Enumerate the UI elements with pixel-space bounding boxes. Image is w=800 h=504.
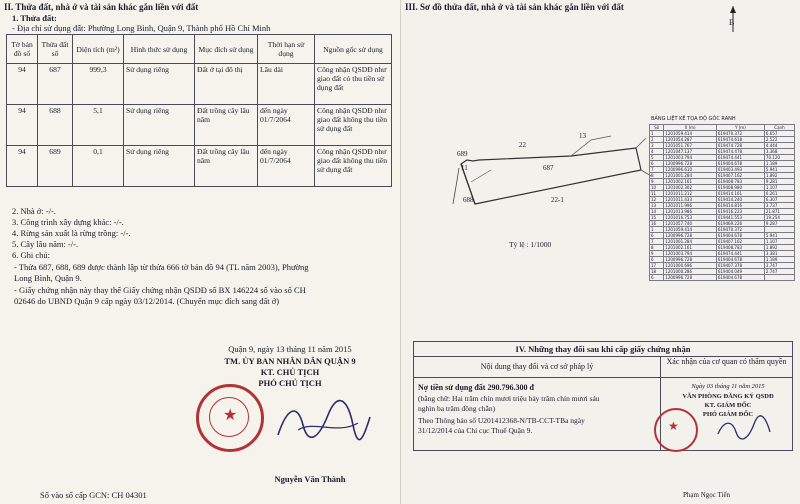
- coord-cell: 3.381: [764, 251, 794, 257]
- note-line: - Thửa 687, 688, 689 được thành lập từ thửa 666 tờ bản đồ 94 (TL năm 2003), Phường: [14, 262, 309, 272]
- parcel-label: 22-1: [551, 196, 564, 204]
- coord-cell: 1201011.433: [664, 197, 717, 203]
- coord-cell: 9: [650, 251, 664, 257]
- coord-cell: 12: [650, 197, 664, 203]
- coord-cell: 15: [650, 215, 664, 221]
- coord-cell: 1.892: [764, 173, 794, 179]
- coord-cell: 1.189: [764, 161, 794, 167]
- coord-cell: 3: [650, 143, 664, 149]
- section-title-iii: III. Sơ đồ thửa đất, nhà ở và tài sản khác gắn liền với đất: [405, 2, 624, 12]
- cell: 94: [7, 105, 38, 146]
- cell: 0,1: [73, 146, 124, 187]
- coord-cell: 1201051.767: [664, 143, 717, 149]
- coord-cell: 1201016.753: [664, 215, 717, 221]
- coord-cell: 1.107: [764, 185, 794, 191]
- cell: Công nhận QSDĐ như giao đất có thu tiền sử dụng đất: [315, 64, 392, 105]
- cell: Sử dụng riêng: [124, 146, 195, 187]
- coord-cell: 6: [650, 257, 664, 263]
- coord-row: [650, 245, 795, 251]
- cell: Công nhận QSDĐ như giao đất không thu tiền sử dụng đất: [315, 146, 392, 187]
- coord-row: [650, 167, 795, 173]
- north-label: B: [729, 18, 735, 27]
- changes-title: IV. Những thay đổi sau khi cấp giấy chứng nhận: [414, 342, 792, 357]
- coord-cell: 1201002.161: [664, 245, 717, 251]
- land-parcel-table: [6, 34, 392, 187]
- cell: Lâu dài: [258, 64, 315, 105]
- coord-table-title: BẢNG LIỆT KÊ TỌA ĐỘ GÓC RANH: [651, 116, 736, 122]
- th-map-sheet: Tờ bản đồ số: [7, 35, 38, 64]
- coord-cell: 2.747: [764, 269, 794, 275]
- coord-cell: 1201001.284: [664, 173, 717, 179]
- debt-line: Nợ tiền sử dụng đất 290.796.300 đ: [418, 383, 534, 392]
- coord-row: [650, 221, 795, 227]
- coord-cell: 1200996.610: [664, 167, 717, 173]
- coord-cell: 8: [650, 245, 664, 251]
- right-page: [400, 0, 800, 504]
- cell: Đất trồng cây lâu năm: [195, 105, 258, 146]
- coord-cell: 5.941: [764, 167, 794, 173]
- coord-cell: 619474.478: [716, 149, 764, 155]
- coord-cell: 619404.678: [716, 257, 764, 263]
- coord-cell: 18: [650, 269, 664, 275]
- coord-row: [650, 263, 795, 269]
- coord-row: [650, 131, 795, 137]
- office-signer-name: Phạm Ngọc Tiến: [683, 491, 731, 499]
- coord-cell: 1201047.137: [664, 149, 717, 155]
- change-line: 31/12/2014 của Chi cục Thuế Quận 9.: [418, 426, 533, 435]
- signer-name: Nguyễn Văn Thành: [274, 474, 346, 484]
- changes-box: [413, 341, 793, 451]
- coord-cell: 1: [650, 131, 664, 137]
- coord-cell: 619404.049: [716, 269, 764, 275]
- coord-cell: 1200996.728: [664, 233, 717, 239]
- table-row: [7, 64, 392, 105]
- coord-cell: 619474.441: [716, 251, 764, 257]
- coord-cell: 1201059.414: [664, 227, 717, 233]
- coord-cell: 619469.226: [716, 221, 764, 227]
- coord-cell: 1201059.414: [664, 131, 717, 137]
- coord-row: [650, 185, 795, 191]
- coord-cell: 8: [650, 173, 664, 179]
- coord-cell: 619407.162: [716, 173, 764, 179]
- coord-cell: 6: [650, 161, 664, 167]
- coord-cell: 1201003.794: [664, 155, 717, 161]
- item-house: 2. Nhà ở: -/-.: [12, 206, 56, 216]
- role-kt-chu-tich: KT. CHỦ TỊCH: [260, 367, 320, 377]
- coord-cell: 6: [650, 233, 664, 239]
- coord-cell: 1201000.696: [664, 263, 717, 269]
- th-area: Diện tích (m²): [73, 35, 124, 64]
- coord-cell: 619414.240: [716, 197, 764, 203]
- role-pho-chu-tich: PHÓ CHỦ TỊCH: [258, 378, 322, 388]
- coord-row: [650, 215, 795, 221]
- cell: đến ngày 01/7/2064: [258, 146, 315, 187]
- coord-cell: 1200996.728: [664, 161, 717, 167]
- office-seal: ★: [654, 408, 698, 452]
- coord-row: [650, 149, 795, 155]
- coord-cell: [764, 275, 794, 281]
- coord-row: [650, 173, 795, 179]
- coord-cell: 1200996.728: [664, 275, 717, 281]
- coord-cell: 619404.678: [716, 275, 764, 281]
- parcel-sketch: [431, 126, 661, 226]
- issuing-org: TM. ỦY BAN NHÂN DÂN QUẬN 9: [224, 356, 356, 366]
- coord-cell: 19.254: [764, 215, 794, 221]
- item-notes-label: 6. Ghi chú:: [12, 250, 51, 260]
- register-number: Số vào sổ cấp GCN: CH 04301: [40, 490, 147, 500]
- coord-cell: 9.287: [764, 221, 794, 227]
- confirm-role2: PHÓ GIÁM ĐỐC: [702, 411, 754, 418]
- cell: đến ngày 01/7/2064: [258, 105, 315, 146]
- coord-cell: 4.444: [764, 143, 794, 149]
- confirm-role1: KT. GIÁM ĐỐC: [704, 402, 752, 409]
- date-line: Quận 9, ngày 13 tháng 11 năm 2015: [228, 344, 352, 354]
- coord-cell: 3.737: [764, 203, 794, 209]
- coord-cell: 1201002.302: [664, 185, 717, 191]
- coord-row: [650, 233, 795, 239]
- coord-th: Số: [650, 125, 664, 131]
- coord-row: [650, 197, 795, 203]
- coord-cell: 619408.980: [716, 185, 764, 191]
- coord-cell: 3.368: [764, 149, 794, 155]
- note-line: 02646 do UBND Quận 9 cấp ngày 03/12/2014. (Chuyển mục đích sang đất ở): [14, 296, 280, 306]
- coord-cell: 1: [650, 227, 664, 233]
- coord-row: [650, 143, 795, 149]
- coord-cell: 619407.162: [716, 239, 764, 245]
- coord-row: [650, 257, 795, 263]
- coord-row: [650, 275, 795, 281]
- coord-cell: 6.261: [764, 191, 794, 197]
- red-seal: ★: [196, 384, 264, 452]
- cell: Sử dụng riêng: [124, 105, 195, 146]
- coord-cell: 1.107: [764, 239, 794, 245]
- cell: Công nhận QSDĐ như giao đất không thu tiền sử dụng đất: [315, 105, 392, 146]
- cell: Đất trồng cây lâu năm: [195, 146, 258, 187]
- change-line: (bằng chữ: Hai trăm chín mươi triệu bảy trăm chín mươi sáu: [418, 394, 600, 403]
- cell: Đất ở tại đô thị: [195, 64, 258, 105]
- changes-col-confirm: Xác nhận của cơ quan có thẩm quyền: [661, 356, 792, 378]
- coord-row: [650, 191, 795, 197]
- item-forest: 4. Rừng sản xuất là rừng trồng: -/-.: [12, 228, 131, 238]
- coord-cell: 619403.493: [716, 167, 764, 173]
- coord-cell: 1201011.996: [664, 203, 717, 209]
- parcel-label: 13: [579, 132, 586, 140]
- coord-cell: 7: [650, 167, 664, 173]
- coord-cell: 619470.372: [716, 131, 764, 137]
- land-parcel-subtitle: 1. Thửa đất:: [12, 13, 57, 23]
- th-origin: Nguồn gốc sử dụng: [315, 35, 392, 64]
- office-signature-scribble: [714, 414, 774, 442]
- th-purpose: Mục đích sử dụng: [195, 35, 258, 64]
- coord-cell: 5.941: [764, 233, 794, 239]
- coord-th: Y (m): [716, 125, 764, 131]
- parcel-label: 11: [461, 164, 468, 172]
- item-perennial-trees: 5. Cây lâu năm: -/-.: [12, 239, 79, 249]
- th-term: Thời hạn sử dụng: [258, 35, 315, 64]
- th-usage-form: Hình thức sử dụng: [124, 35, 195, 64]
- cell: 687: [38, 64, 73, 105]
- coord-cell: 4: [650, 149, 664, 155]
- coord-row: [650, 155, 795, 161]
- cell: Sử dụng riêng: [124, 64, 195, 105]
- cell: 689: [38, 146, 73, 187]
- coord-cell: 3.747: [764, 263, 794, 269]
- section-title-ii: II. Thửa đất, nhà ở và tài sản khác gắn liền với đất: [4, 2, 199, 12]
- coord-cell: 619404.678: [716, 161, 764, 167]
- coord-cell: 619408.783: [716, 245, 764, 251]
- coord-cell: 1201013.986: [664, 209, 717, 215]
- changes-col-content: Nội dung thay đổi và cơ sở pháp lý: [414, 356, 660, 378]
- cell: 94: [7, 64, 38, 105]
- coord-cell: 1200996.728: [664, 257, 717, 263]
- item-other-construction: 3. Công trình xây dựng khác: -/-.: [12, 217, 124, 227]
- coord-cell: 619474.441: [716, 155, 764, 161]
- coord-cell: 13: [650, 203, 664, 209]
- coord-cell: 619414.161: [716, 191, 764, 197]
- coord-cell: 1201054.287: [664, 137, 717, 143]
- coord-row: [650, 179, 795, 185]
- cell: 94: [7, 146, 38, 187]
- cell: 999,3: [73, 64, 124, 105]
- coord-cell: 6.307: [764, 197, 794, 203]
- coord-cell: 2.522: [764, 137, 794, 143]
- coord-cell: 9.281: [764, 179, 794, 185]
- change-line: nghìn ba trăm đồng chẵn): [418, 404, 496, 413]
- coord-cell: 619408.783: [716, 179, 764, 185]
- confirm-office: VĂN PHÒNG ĐĂNG KÝ QSDĐ: [682, 393, 774, 400]
- confirm-date: Ngày 03 tháng 11 năm 2015: [691, 383, 765, 390]
- parcel-label: 687: [543, 164, 554, 172]
- land-address: - Địa chỉ sử dụng đất: Phường Long Bình, Quận 9, Thành phố Hồ Chí Minh: [12, 23, 271, 33]
- coord-cell: 17: [650, 263, 664, 269]
- coord-cell: 619441.553: [716, 215, 764, 221]
- coord-row: [650, 209, 795, 215]
- coord-cell: 1201002.161: [664, 179, 717, 185]
- coord-row: [650, 161, 795, 167]
- coord-cell: 10: [650, 185, 664, 191]
- coord-cell: 619416.223: [716, 209, 764, 215]
- coord-cell: 6.657: [764, 131, 794, 137]
- cell: 5,1: [73, 105, 124, 146]
- th-parcel-no: Thửa đất số: [38, 35, 73, 64]
- signature-scribble: [268, 395, 378, 450]
- table-row: [7, 105, 392, 146]
- coord-th: X (m): [664, 125, 717, 131]
- change-line: Theo Thông báo số U201412368-N/TB-CCT-TBa ngày: [418, 416, 585, 425]
- coord-row: [650, 137, 795, 143]
- coord-cell: 619474.618: [716, 137, 764, 143]
- parcel-label: 22: [519, 141, 526, 149]
- coord-cell: 11: [650, 191, 664, 197]
- coord-cell: 70.120: [764, 155, 794, 161]
- coord-cell: 1201000.286: [664, 269, 717, 275]
- coord-cell: 619414.816: [716, 203, 764, 209]
- coord-cell: 9: [650, 179, 664, 185]
- coord-cell: 1.892: [764, 245, 794, 251]
- coord-cell: 619404.678: [716, 233, 764, 239]
- coord-cell: 1201001.284: [664, 239, 717, 245]
- parcel-label: 689: [457, 150, 468, 158]
- coord-cell: 2: [650, 137, 664, 143]
- cell: 688: [38, 105, 73, 146]
- coord-cell: 16: [650, 221, 664, 227]
- note-line: Long Bình, Quận 9.: [14, 273, 82, 283]
- parcel-label: 688: [463, 196, 474, 204]
- coord-cell: 1201011.212: [664, 191, 717, 197]
- coord-table: [649, 124, 795, 281]
- coord-cell: 5: [650, 155, 664, 161]
- coord-cell: 1201057.740: [664, 221, 717, 227]
- coord-cell: 14: [650, 209, 664, 215]
- map-scale: Tỷ lệ : 1/1000: [509, 240, 552, 249]
- coord-cell: 7: [650, 239, 664, 245]
- coord-row: [650, 251, 795, 257]
- coord-cell: 1201003.794: [664, 251, 717, 257]
- coord-cell: 619470.372: [716, 227, 764, 233]
- coord-row: [650, 203, 795, 209]
- coord-row: [650, 269, 795, 275]
- note-line: - Giấy chứng nhận này thay thế Giấy chứng nhận QSDĐ số BX 146224 số vào sổ CH: [14, 285, 306, 295]
- coord-th: Cạnh: [764, 125, 794, 131]
- coord-row: [650, 239, 795, 245]
- coord-cell: 619474.728: [716, 143, 764, 149]
- coord-cell: 619407.378: [716, 263, 764, 269]
- coord-cell: 21.871: [764, 209, 794, 215]
- table-row: [7, 146, 392, 187]
- coord-cell: 1.189: [764, 257, 794, 263]
- coord-cell: 6: [650, 275, 664, 281]
